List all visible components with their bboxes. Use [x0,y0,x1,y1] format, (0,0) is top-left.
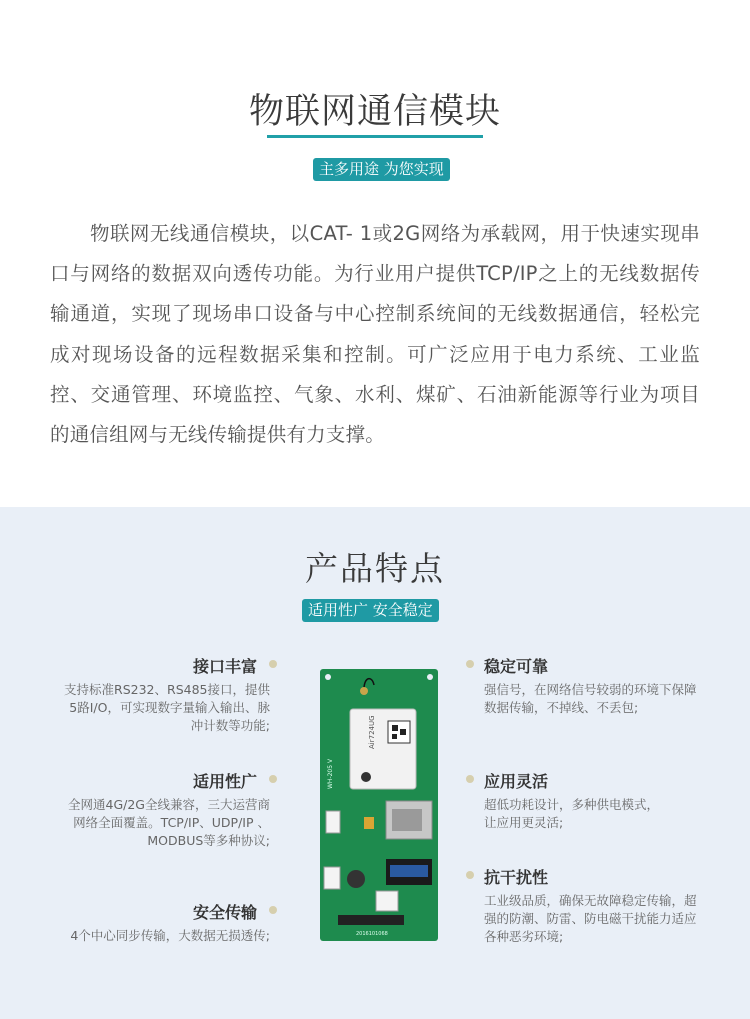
feature-dot [466,775,474,783]
title-underline [267,135,483,138]
module-board-image [320,669,438,941]
white-connector [326,811,340,833]
features-tag: 适用性广 安全稳定 [302,599,439,622]
feature-dot [466,871,474,879]
capacitor [364,817,374,829]
feature-dot [269,906,277,914]
feature-desc-interference: 工业级品质，确保无故障稳定传输，超 强的防潮、防雷、防电磁干扰能力适应 各种恶劣环境; [484,893,697,944]
feature-desc-flexibility: 超低功耗设计，多种供电模式， 让应用更灵活; [484,797,660,830]
module-logo [361,772,371,782]
mount-hole [325,674,331,680]
qr-code [388,721,410,743]
module-label: Air724UG [368,715,376,749]
feature-desc-secure-transfer: 4个中心同步传输，大数据无损透传; [70,928,270,943]
mount-hole [427,674,433,680]
feature-dot [269,775,277,783]
page-title: 物联网通信模块 [248,92,501,132]
feature-title-interfaces: 接口丰富 [192,657,257,676]
features-title: 产品特点 [305,549,445,588]
feature-title-compatibility: 适用性广 [192,772,257,791]
feature-desc-stability: 强信号，在网络信号较弱的环境下保障 数据传输，不掉线、不丢包; [484,682,697,715]
feature-title-secure-transfer: 安全传输 [192,903,257,922]
feature-desc-compatibility: 全网通4G/2G全线兼容，三大运营商 网络全面覆盖。TCP/IP、UDP/IP 、 MODBUS等多种协议; [68,797,270,848]
inductor [347,870,365,888]
board-bottom-label: 2016101068 [356,931,388,937]
terminal-connector [376,891,398,911]
feature-title-stability: 稳定可靠 [484,657,549,676]
power-connector [324,867,340,889]
intro-tag: 主多用途 为您实现 [313,158,450,181]
feature-dot [269,660,277,668]
intro-paragraph: 物联网无线通信模块，以CAT- 1或2G网络为承载网，用于快速实现串口与网络的数据双向透传功能。为行业用户提供TCP/IP之上的无线数据传输通道，实现了现场串口设备与中心控制系统间的无线数据通信，轻松完成对现场设备的远程数据采集和控制。可广泛应用于电力系统、工业监控、交通管理、环境监控、气象、水利、煤矿、石油新能源等行业为项目的通信组网与无线传输提供有力支撑。 [50,222,700,447]
feature-desc-interfaces: 支持标准RS232、RS485接口，提供 5路I/O，可实现数字量输入输出、脉 冲计数等功能; [64,682,270,733]
feature-title-interference: 抗干扰性 [484,868,549,887]
feature-title-flexibility: 应用灵活 [484,772,549,791]
antenna-connector [360,687,368,695]
board-side-label: WH-205 V [327,758,334,789]
feature-dot [466,660,474,668]
pin-header [338,915,404,925]
